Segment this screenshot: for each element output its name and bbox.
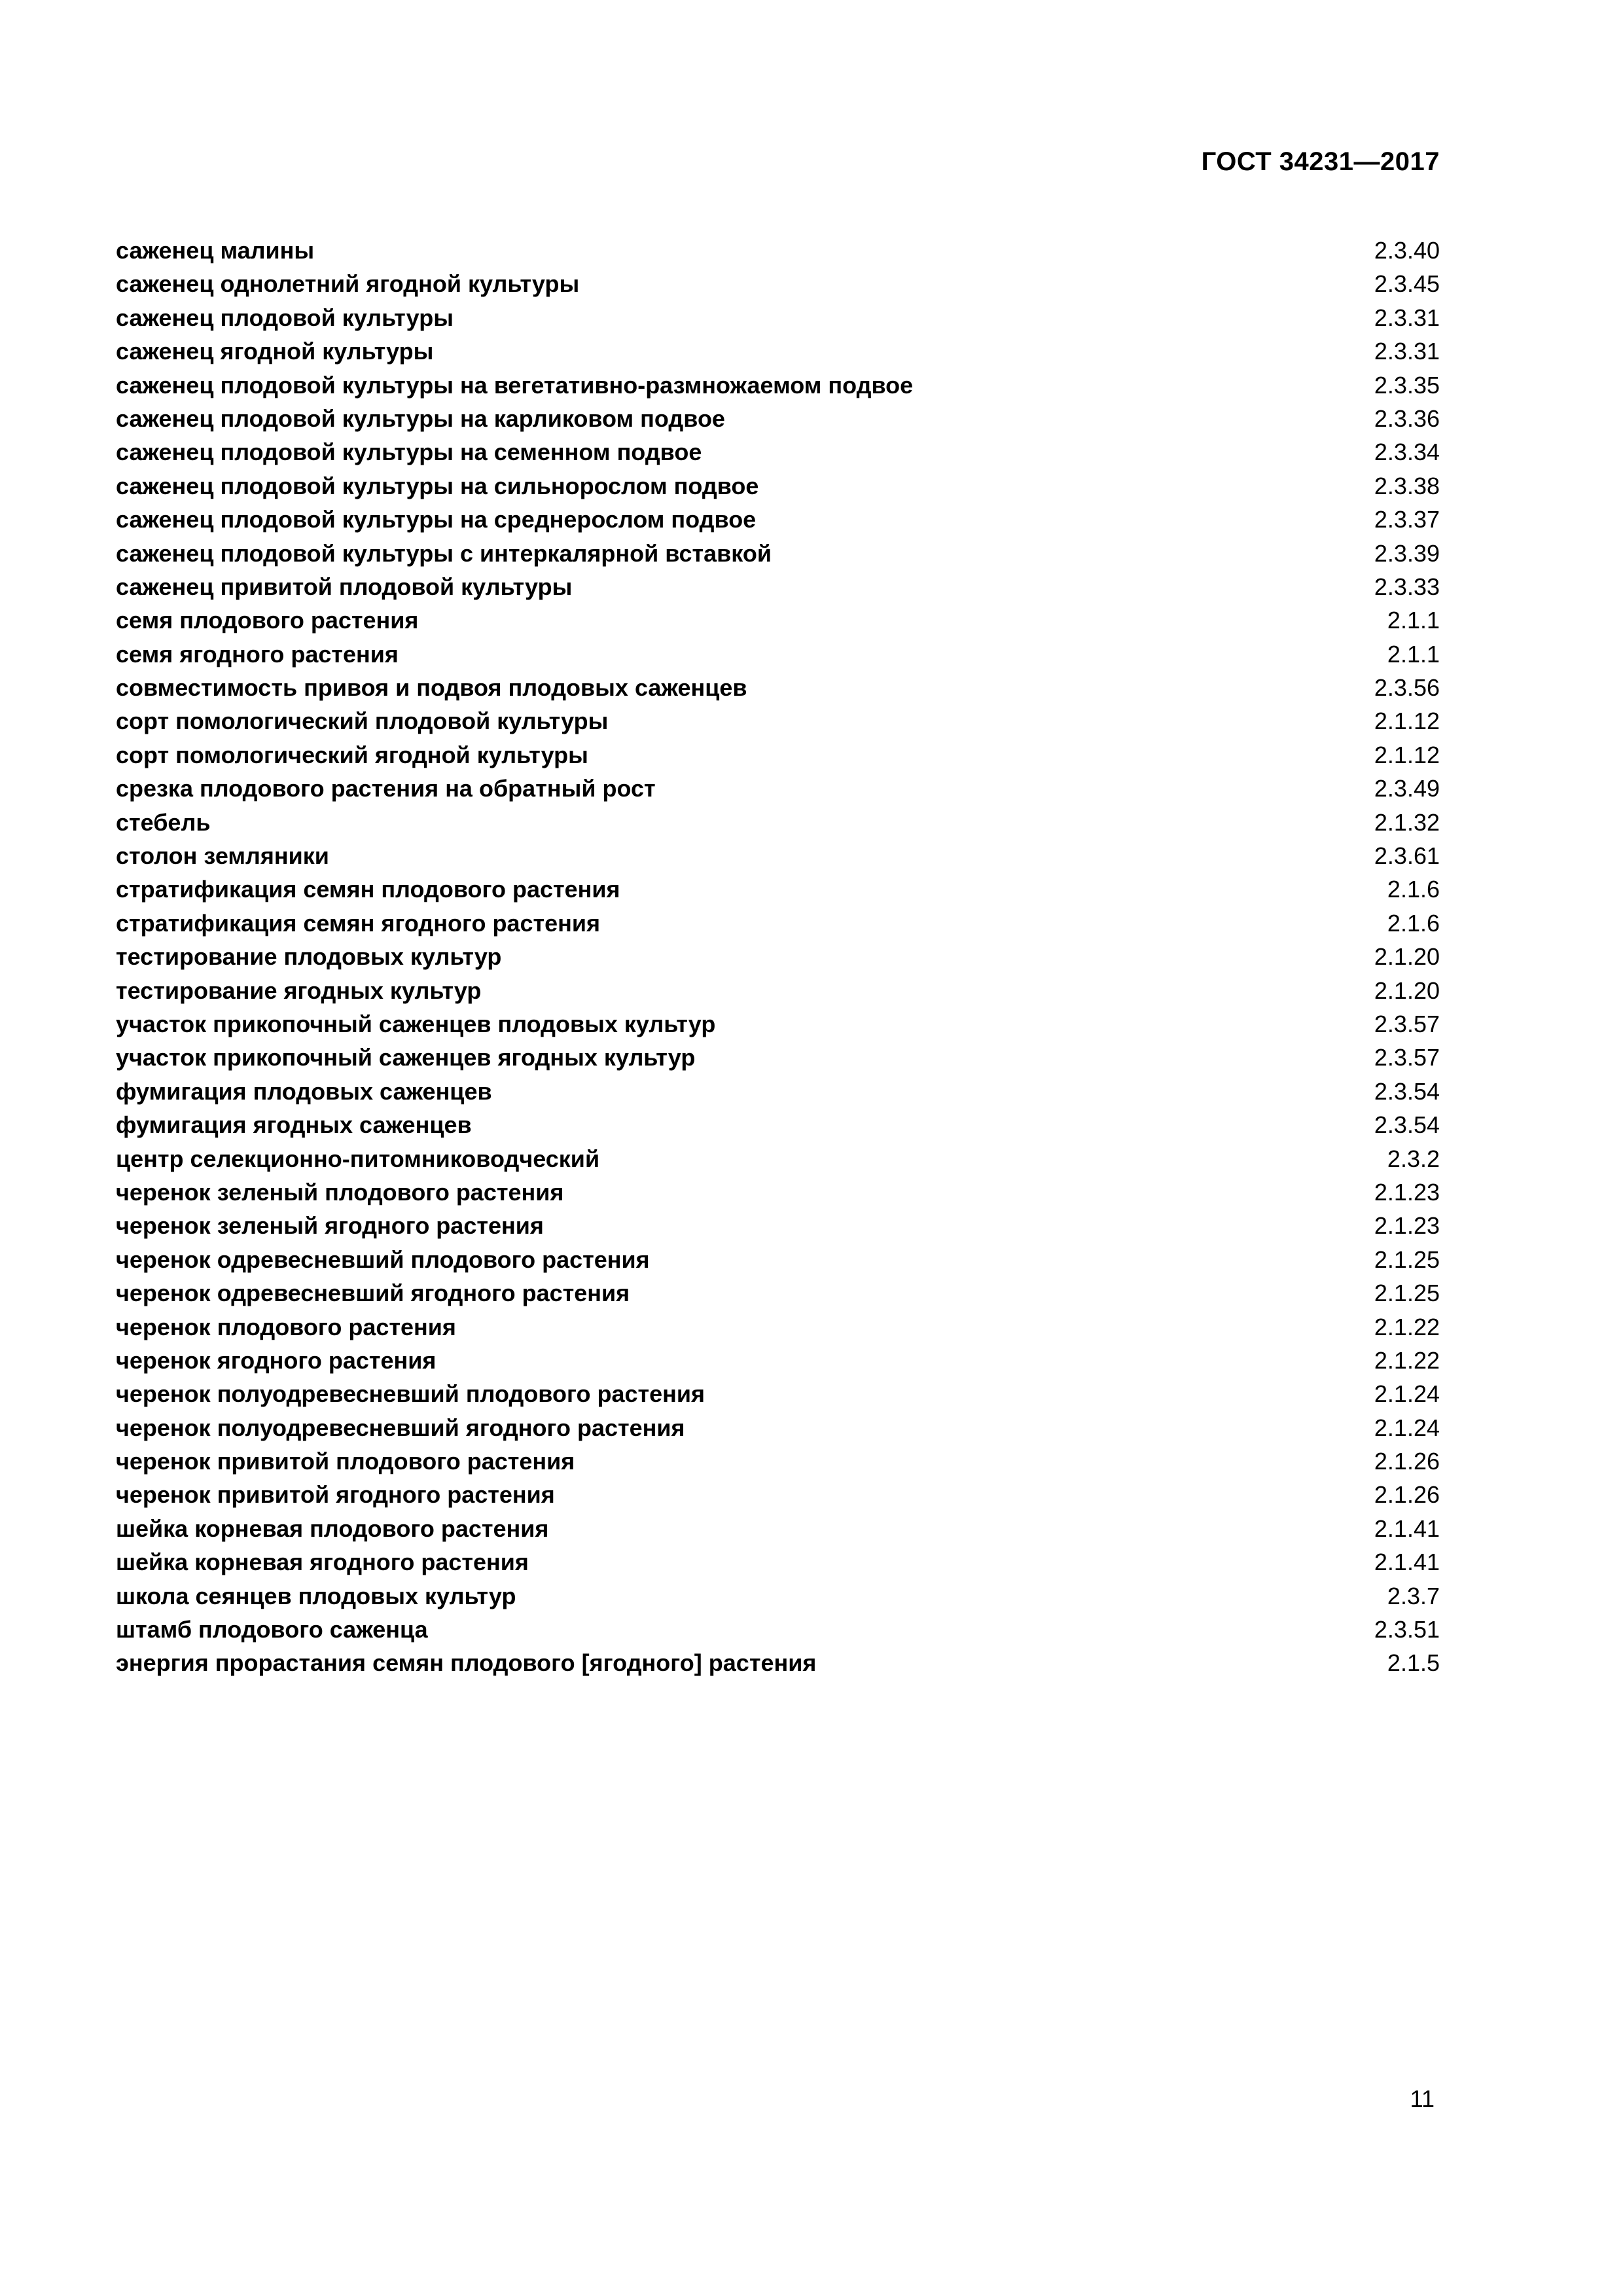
index-term: саженец ягодной культуры — [116, 338, 434, 365]
index-term: саженец привитой плодовой культуры — [116, 573, 573, 600]
index-entry — [116, 1411, 1440, 1444]
index-term: саженец плодовой культуры на сильнорослом подвое — [116, 472, 759, 499]
index-term: штамб плодового саженца — [116, 1616, 428, 1643]
index-term: семя ягодного растения — [116, 640, 399, 668]
index-reference: 2.3.49 — [1374, 775, 1440, 802]
index-term: стратификация семян плодового растения — [116, 876, 620, 903]
index-entry — [116, 435, 1440, 469]
index-reference: 2.1.22 — [1374, 1313, 1440, 1340]
index-reference: 2.1.5 — [1387, 1649, 1440, 1677]
index-entry — [116, 1310, 1440, 1344]
index-term: саженец плодовой культуры на среднерослом подвое — [116, 506, 757, 533]
index-entry — [116, 704, 1440, 738]
index-term: столон земляники — [116, 842, 329, 870]
index-entry — [116, 469, 1440, 503]
index-reference: 2.3.57 — [1374, 1010, 1440, 1037]
index-term: черенок плодового растения — [116, 1313, 456, 1340]
index-entry — [116, 1075, 1440, 1108]
index-term: саженец однолетний ягодной культуры — [116, 270, 580, 298]
index-entry — [116, 974, 1440, 1007]
index-reference: 2.1.26 — [1374, 1481, 1440, 1509]
index-reference: 2.3.57 — [1374, 1044, 1440, 1071]
index-term: срезка плодового растения на обратный рост — [116, 775, 656, 802]
index-entry — [116, 1646, 1440, 1679]
index-entry — [116, 1545, 1440, 1579]
index-reference: 2.1.24 — [1374, 1380, 1440, 1408]
index-entry — [116, 1175, 1440, 1209]
index-term: черенок одревесневший плодового растения — [116, 1246, 650, 1273]
index-term: тестирование ягодных культур — [116, 977, 482, 1004]
index-reference: 2.3.54 — [1374, 1111, 1440, 1139]
index-term: черенок привитой ягодного растения — [116, 1481, 555, 1509]
index-entry — [116, 839, 1440, 872]
index-term: тестирование плодовых культур — [116, 943, 502, 971]
index-reference: 2.1.32 — [1374, 808, 1440, 836]
index-term: участок прикопочный саженцев плодовых культур — [116, 1010, 716, 1037]
index-entry — [116, 1478, 1440, 1511]
index-reference: 2.1.1 — [1387, 640, 1440, 668]
index-term: черенок зеленый ягодного растения — [116, 1212, 544, 1240]
index-term: черенок ягодного растения — [116, 1346, 437, 1374]
index-entry — [116, 267, 1440, 300]
index-entry — [116, 1512, 1440, 1545]
index-term: черенок зеленый плодового растения — [116, 1178, 564, 1206]
index-term: саженец плодовой культуры — [116, 304, 454, 331]
standard-number: ГОСТ 34231—2017 — [1201, 147, 1440, 176]
index-reference: 2.3.45 — [1374, 270, 1440, 298]
index-entry — [116, 671, 1440, 704]
document-header — [1202, 145, 1440, 178]
index-reference: 2.1.26 — [1374, 1448, 1440, 1475]
index-reference: 2.3.38 — [1374, 472, 1440, 499]
index-reference: 2.1.25 — [1374, 1246, 1440, 1273]
index-term: совместимость привоя и подвоя плодовых саженцев — [116, 674, 747, 702]
index-entry — [116, 234, 1440, 267]
index-entry — [116, 1243, 1440, 1276]
index-reference: 2.1.23 — [1374, 1212, 1440, 1240]
index-entry — [116, 1344, 1440, 1377]
index-entry — [116, 1007, 1440, 1041]
index-entry — [116, 368, 1440, 402]
index-entry — [116, 334, 1440, 368]
index-reference: 2.1.41 — [1374, 1549, 1440, 1576]
index-entry — [116, 872, 1440, 906]
index-term: стебель — [116, 808, 211, 836]
index-term: черенок одревесневший ягодного растения — [116, 1280, 630, 1307]
index-reference: 2.1.25 — [1374, 1280, 1440, 1307]
index-reference: 2.3.7 — [1387, 1582, 1440, 1609]
index-entry — [116, 806, 1440, 839]
index-reference: 2.1.12 — [1374, 708, 1440, 735]
index-term: саженец плодовой культуры на семенном подвое — [116, 439, 702, 466]
index-term: стратификация семян ягодного растения — [116, 909, 601, 937]
index-reference: 2.3.39 — [1374, 539, 1440, 567]
index-term: шейка корневая ягодного растения — [116, 1549, 529, 1576]
page-number: 11 — [1410, 2085, 1435, 2112]
index-entry — [116, 402, 1440, 435]
index-entry — [116, 1276, 1440, 1310]
index-reference: 2.3.33 — [1374, 573, 1440, 600]
index-entry — [116, 1041, 1440, 1074]
index-term: черенок привитой плодового растения — [116, 1448, 575, 1475]
index-entry — [116, 1108, 1440, 1141]
index-entry — [116, 772, 1440, 805]
index-entry — [116, 906, 1440, 940]
index-entry — [116, 503, 1440, 536]
index-reference: 2.1.20 — [1374, 943, 1440, 971]
index-reference: 2.3.35 — [1374, 371, 1440, 399]
index-entry — [116, 301, 1440, 334]
index-entry — [116, 940, 1440, 973]
index-entry — [116, 1444, 1440, 1478]
index-reference: 2.3.2 — [1387, 1145, 1440, 1172]
index-term: саженец малины — [116, 237, 315, 264]
index-reference: 2.3.36 — [1374, 404, 1440, 432]
index-term: участок прикопочный саженцев ягодных культур — [116, 1044, 696, 1071]
index-reference: 2.3.37 — [1374, 506, 1440, 533]
index-entry — [116, 537, 1440, 570]
index-reference: 2.3.40 — [1374, 237, 1440, 264]
index-reference: 2.3.51 — [1374, 1616, 1440, 1643]
index-reference: 2.3.34 — [1374, 439, 1440, 466]
index-term: семя плодового растения — [116, 607, 419, 634]
index-term: фумигация ягодных саженцев — [116, 1111, 472, 1139]
index-entry — [116, 1142, 1440, 1175]
index-entry — [116, 603, 1440, 637]
index-term: сорт помологический ягодной культуры — [116, 741, 588, 768]
index-entry — [116, 637, 1440, 671]
index-term: фумигация плодовых саженцев — [116, 1077, 492, 1105]
index-reference: 2.1.12 — [1374, 741, 1440, 768]
index-entry — [116, 1579, 1440, 1613]
index-term: энергия прорастания семян плодового [ягодного] растения — [116, 1649, 817, 1677]
index-entry — [116, 1209, 1440, 1242]
index-reference: 2.1.23 — [1374, 1178, 1440, 1206]
index-reference: 2.1.6 — [1387, 909, 1440, 937]
index-reference: 2.1.22 — [1374, 1346, 1440, 1374]
index-term: саженец плодовой культуры на вегетативно-размножаемом подвое — [116, 371, 914, 399]
index-reference: 2.1.24 — [1374, 1414, 1440, 1441]
index-reference: 2.3.31 — [1374, 304, 1440, 331]
index-reference: 2.1.20 — [1374, 977, 1440, 1004]
index-term: саженец плодовой культуры на карликовом подвое — [116, 404, 725, 432]
index-entry — [116, 738, 1440, 772]
index-reference: 2.3.61 — [1374, 842, 1440, 870]
index-term: центр селекционно-питомниководческий — [116, 1145, 600, 1172]
index-entry — [116, 1377, 1440, 1410]
index-term: сорт помологический плодовой культуры — [116, 708, 609, 735]
index-term: школа сеянцев плодовых культур — [116, 1582, 516, 1609]
index-term: черенок полуодревесневший ягодного растения — [116, 1414, 685, 1441]
index-reference: 2.1.1 — [1387, 607, 1440, 634]
index-term: черенок полуодревесневший плодового растения — [116, 1380, 705, 1408]
index-reference: 2.3.54 — [1374, 1077, 1440, 1105]
index-reference: 2.3.56 — [1374, 674, 1440, 702]
index-entry — [116, 1613, 1440, 1646]
index-term: шейка корневая плодового растения — [116, 1515, 549, 1542]
index-reference: 2.3.31 — [1374, 338, 1440, 365]
index-reference: 2.1.6 — [1387, 876, 1440, 903]
index-term: саженец плодовой культуры с интеркалярной вставкой — [116, 539, 772, 567]
index-reference: 2.1.41 — [1374, 1515, 1440, 1542]
alphabetical-index — [116, 234, 1440, 1680]
index-entry — [116, 570, 1440, 603]
